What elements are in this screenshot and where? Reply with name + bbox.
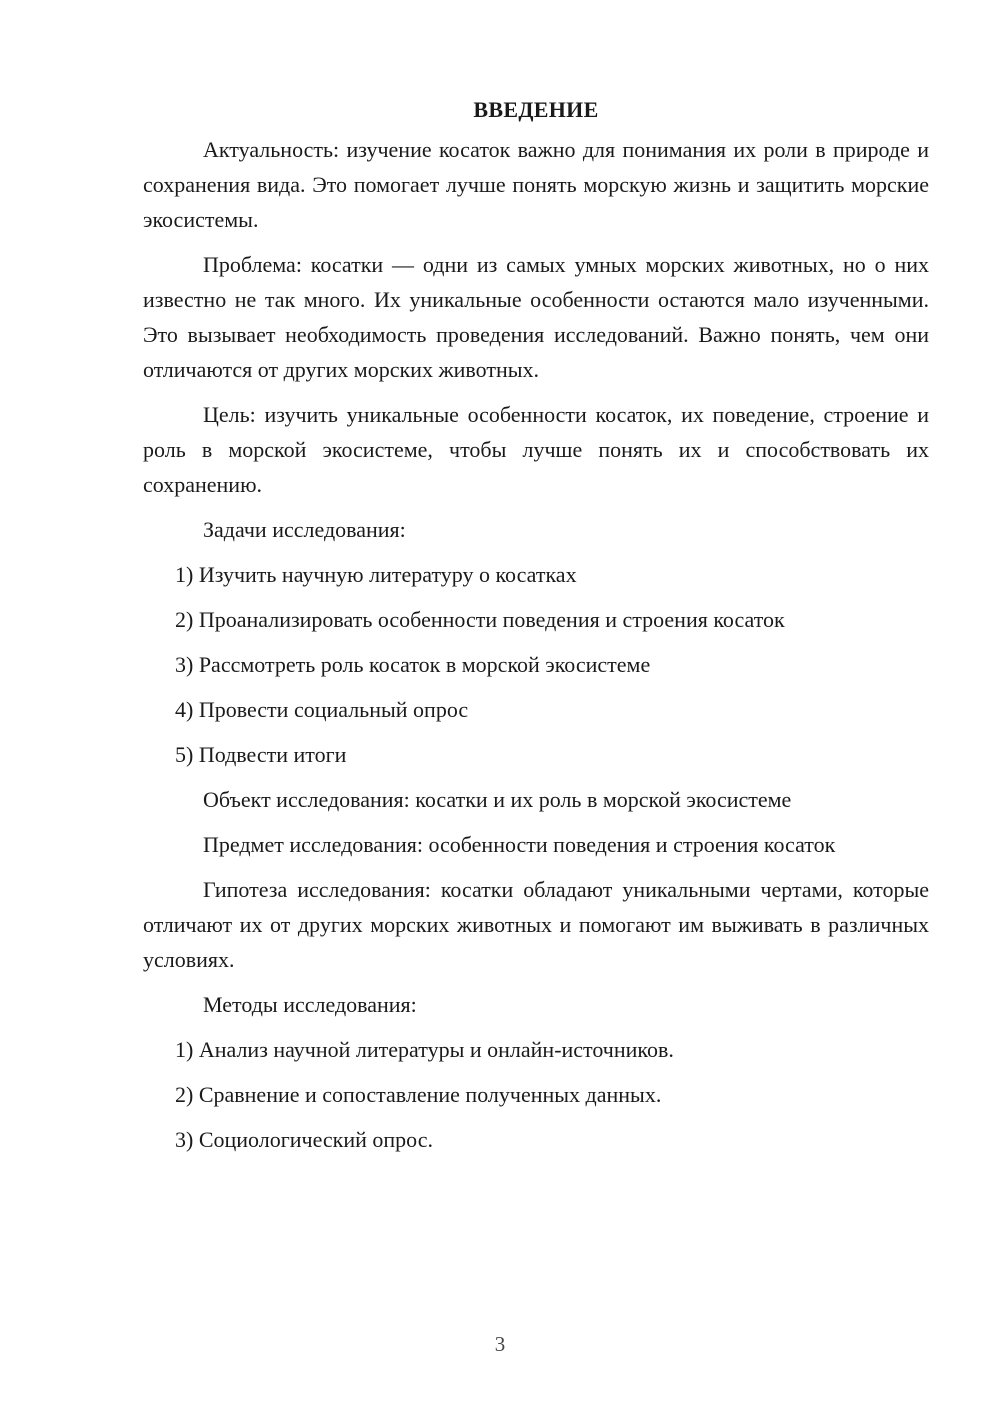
- hypothesis-paragraph: Гипотеза исследования: косатки обладают уникальными чертами, которые отличают их от других морских животных и помогают им выживать в различных условиях.: [143, 877, 929, 972]
- methods-title: Методы исследования:: [203, 992, 417, 1017]
- list-item: 3) Рассмотреть роль косаток в морской экосистеме: [175, 652, 651, 677]
- goal-paragraph: Цель: изучить уникальные особенности косаток, их поведение, строение и роль в морской экосистеме, чтобы лучше понять их и способствовать их сохранению.: [143, 402, 929, 497]
- relevance-paragraph: Актуальность: изучение косаток важно для понимания их роли в природе и сохранения вида. Это помогает лучше понять морскую жизнь и защитить морские экосистемы.: [143, 137, 929, 232]
- list-item: 5) Подвести итоги: [175, 742, 347, 767]
- methods-list: [143, 1032, 929, 1157]
- section-heading: ВВЕДЕНИЕ: [473, 97, 599, 122]
- list-item: 2) Сравнение и сопоставление полученных данных.: [175, 1082, 662, 1107]
- tasks-list: [143, 557, 929, 772]
- list-item: 4) Провести социальный опрос: [175, 697, 469, 722]
- list-item: 1) Изучить научную литературу о косатках: [175, 562, 577, 587]
- problem-paragraph: Проблема: косатки — одни из самых умных морских животных, но о них известно не так много. Их уникальные особенности остаются мало изученными. Это вызывает необходимость проведения исследований. Важно понять, чем они отличаются от других морских животных.: [143, 252, 929, 382]
- list-item: 3) Социологический опрос.: [175, 1127, 433, 1152]
- list-item: 2) Проанализировать особенности поведения и строения косаток: [175, 607, 785, 632]
- document-page: [143, 92, 929, 1167]
- list-item: 1) Анализ научной литературы и онлайн-источников.: [175, 1037, 674, 1062]
- subject-paragraph: Предмет исследования: особенности поведения и строения косаток: [203, 832, 836, 857]
- page-number: 3: [494, 1332, 506, 1356]
- object-paragraph: Объект исследования: косатки и их роль в морской экосистеме: [203, 787, 792, 812]
- tasks-title: Задачи исследования:: [203, 517, 406, 542]
